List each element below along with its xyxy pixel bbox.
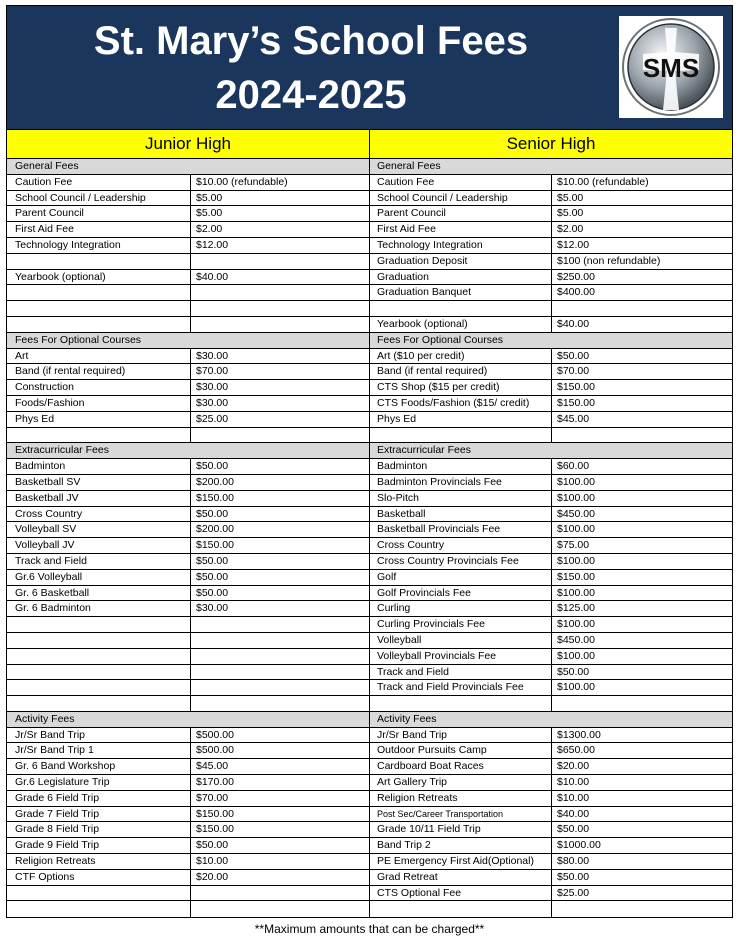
title-banner xyxy=(7,6,732,130)
section-header xyxy=(7,443,369,459)
fee-amount: $25.00 xyxy=(557,886,590,899)
table-row xyxy=(7,459,369,475)
fee-amount: $200.00 xyxy=(196,475,234,488)
fee-amount: $50.00 xyxy=(557,349,590,362)
table-row xyxy=(370,238,732,254)
fee-name: Basketball Provincials Fee xyxy=(370,522,552,537)
table-row xyxy=(7,759,369,775)
fee-name: Volleyball JV xyxy=(7,538,191,553)
section-title: General Fees xyxy=(377,160,441,172)
fee-amount xyxy=(191,301,369,316)
fee-amount: $50.00 xyxy=(196,570,229,583)
table-row xyxy=(370,617,732,633)
table-row xyxy=(7,775,369,791)
table-row xyxy=(370,901,732,917)
fee-name: Band Trip 2 xyxy=(370,838,552,853)
table-row xyxy=(370,254,732,270)
fee-name: Religion Retreats xyxy=(7,854,191,869)
fee-name: Gr. 6 Band Workshop xyxy=(7,759,191,774)
table-row xyxy=(370,396,732,412)
table-row xyxy=(370,412,732,428)
fee-name xyxy=(7,696,191,711)
fee-amount: $50.00 xyxy=(196,839,229,852)
table-row xyxy=(370,522,732,538)
fee-amount xyxy=(552,428,732,443)
sms-logo-icon xyxy=(619,16,723,118)
table-row xyxy=(7,838,369,854)
table-row xyxy=(370,775,732,791)
fee-name: Grade 9 Field Trip xyxy=(7,838,191,853)
fee-amount: $500.00 xyxy=(196,744,234,757)
fee-amount xyxy=(191,633,369,648)
fee-name: Track and Field Provincials Fee xyxy=(370,680,552,695)
fee-name: Religion Retreats xyxy=(370,791,552,806)
svg-text:SMS: SMS xyxy=(642,53,700,83)
fee-amount: $20.00 xyxy=(196,870,229,883)
fee-name xyxy=(7,428,191,443)
fee-amount: $450.00 xyxy=(557,507,595,520)
title-line-1: St. Mary’s School Fees xyxy=(93,19,529,63)
fee-amount: $100.00 xyxy=(557,523,595,536)
fee-name: Basketball JV xyxy=(7,491,191,506)
section-header xyxy=(370,159,732,175)
table-row xyxy=(370,222,732,238)
table-row xyxy=(7,807,369,823)
fee-amount: $70.00 xyxy=(196,791,229,804)
fee-name: Grade 10/11 Field Trip xyxy=(370,822,552,837)
table-row xyxy=(7,586,369,602)
table-row xyxy=(7,743,369,759)
table-row xyxy=(7,617,369,633)
table-row xyxy=(370,554,732,570)
fee-name: CTS Foods/Fashion ($15/ credit) xyxy=(370,396,552,411)
fee-amount: $50.00 xyxy=(557,870,590,883)
table-row xyxy=(7,412,369,428)
fee-name: Yearbook (optional) xyxy=(7,270,191,285)
fee-amount: $150.00 xyxy=(557,396,595,409)
table-row xyxy=(370,680,732,696)
fee-name: Golf xyxy=(370,570,552,585)
table-row xyxy=(7,570,369,586)
fee-name: Post Sec/Career Transportation xyxy=(370,807,552,822)
fee-name: Technology Integration xyxy=(7,238,191,253)
fee-amount: $100.00 xyxy=(557,681,595,694)
section-title: Activity Fees xyxy=(15,712,75,725)
fee-amount: $30.00 xyxy=(196,349,229,362)
fee-name: First Aid Fee xyxy=(7,222,191,237)
table-row xyxy=(370,759,732,775)
section-title: Extracurricular Fees xyxy=(377,444,471,457)
fee-name: CTS Optional Fee xyxy=(370,886,552,901)
table-row xyxy=(370,665,732,681)
table-row xyxy=(370,696,732,712)
table-row xyxy=(7,870,369,886)
fee-amount: $10.00 (refundable) xyxy=(196,175,288,188)
fee-name xyxy=(370,301,552,316)
fee-name: Construction xyxy=(7,380,191,395)
fee-amount: $150.00 xyxy=(557,381,595,394)
fee-name: Volleyball SV xyxy=(7,522,191,537)
fee-name: Grade 7 Field Trip xyxy=(7,807,191,822)
fee-name: Technology Integration xyxy=(370,238,552,253)
fee-name: Basketball xyxy=(370,507,552,522)
table-row xyxy=(370,491,732,507)
fee-amount: $150.00 xyxy=(196,491,234,504)
fee-tables xyxy=(7,159,732,917)
fee-name: Badminton Provincials Fee xyxy=(370,475,552,490)
fee-name xyxy=(370,696,552,711)
fee-name xyxy=(370,901,552,917)
fee-name: Band (if rental required) xyxy=(370,364,552,379)
fee-name: Gr. 6 Badminton xyxy=(7,601,191,616)
table-row xyxy=(370,364,732,380)
fee-amount xyxy=(191,317,369,332)
table-row xyxy=(7,254,369,270)
table-row xyxy=(370,586,732,602)
table-row xyxy=(7,317,369,333)
fee-name: Cardboard Boat Races xyxy=(370,759,552,774)
fee-amount: $100 (non refundable) xyxy=(557,254,661,267)
fee-amount: $10.00 xyxy=(557,791,590,804)
table-row xyxy=(7,206,369,222)
fee-amount xyxy=(191,886,369,901)
fee-name: Caution Fee xyxy=(370,175,552,190)
fee-amount: $12.00 xyxy=(557,238,590,251)
fee-name: Golf Provincials Fee xyxy=(370,586,552,601)
fee-amount: $1300.00 xyxy=(557,728,601,741)
table-row xyxy=(370,317,732,333)
fee-name: Band (if rental required) xyxy=(7,364,191,379)
fee-amount: $650.00 xyxy=(557,744,595,757)
fee-name: Track and Field xyxy=(7,554,191,569)
fee-name xyxy=(7,633,191,648)
fee-name: Gr.6 Legislature Trip xyxy=(7,775,191,790)
table-row xyxy=(370,459,732,475)
fee-amount: $2.00 xyxy=(196,223,223,236)
fee-name: Grade 8 Field Trip xyxy=(7,822,191,837)
fee-amount: $30.00 xyxy=(196,396,229,409)
table-row xyxy=(7,380,369,396)
table-row xyxy=(7,633,369,649)
table-row xyxy=(7,175,369,191)
fee-name: Art Gallery Trip xyxy=(370,775,552,790)
table-row xyxy=(370,838,732,854)
fee-amount: $5.00 xyxy=(557,207,584,220)
section-title: Fees For Optional Courses xyxy=(15,333,142,346)
fee-amount: $250.00 xyxy=(557,270,595,283)
fee-amount: $10.00 xyxy=(557,776,590,789)
table-row xyxy=(370,649,732,665)
table-row xyxy=(7,886,369,902)
fee-name: Art ($10 per credit) xyxy=(370,349,552,364)
table-row xyxy=(7,238,369,254)
fee-name: Badminton xyxy=(370,459,552,474)
fee-amount: $2.00 xyxy=(557,223,584,236)
table-row xyxy=(370,428,732,444)
fee-name: Yearbook (optional) xyxy=(370,317,552,332)
fee-amount: $500.00 xyxy=(196,728,234,741)
fee-name xyxy=(7,886,191,901)
table-row xyxy=(370,191,732,207)
fee-name xyxy=(370,428,552,443)
fee-amount xyxy=(552,696,732,711)
table-row xyxy=(370,270,732,286)
section-title: Extracurricular Fees xyxy=(15,444,109,457)
fee-amount: $20.00 xyxy=(557,760,590,773)
division-headings xyxy=(7,130,732,159)
fee-name xyxy=(7,649,191,664)
fee-amount xyxy=(191,665,369,680)
fee-amount: $70.00 xyxy=(557,365,590,378)
fee-amount: $100.00 xyxy=(557,491,595,504)
fee-name xyxy=(7,901,191,917)
table-row xyxy=(7,507,369,523)
fee-amount: $10.00 xyxy=(196,855,229,868)
fee-amount: $50.00 xyxy=(196,460,229,473)
fee-amount: $150.00 xyxy=(196,823,234,836)
fee-amount xyxy=(191,901,369,917)
table-row xyxy=(7,301,369,317)
table-row xyxy=(7,349,369,365)
table-row xyxy=(370,285,732,301)
table-row xyxy=(7,601,369,617)
fee-amount: $150.00 xyxy=(557,570,595,583)
fee-name: Grade 6 Field Trip xyxy=(7,791,191,806)
fee-amount: $80.00 xyxy=(557,855,590,868)
fee-sheet xyxy=(6,5,733,918)
fee-name: Grad Retreat xyxy=(370,870,552,885)
fee-name: Badminton xyxy=(7,459,191,474)
fee-name: Phys Ed xyxy=(370,412,552,427)
fee-name: Gr.6 Volleyball xyxy=(7,570,191,585)
fee-name: Caution Fee xyxy=(7,175,191,190)
fee-amount: $100.00 xyxy=(557,475,595,488)
footer-note: **Maximum amounts that can be charged** xyxy=(254,922,485,936)
table-row xyxy=(370,538,732,554)
table-row xyxy=(370,601,732,617)
fee-name xyxy=(7,254,191,269)
fee-amount: $40.00 xyxy=(557,317,590,330)
table-row xyxy=(370,854,732,870)
fee-amount: $30.00 xyxy=(196,381,229,394)
fee-amount: $12.00 xyxy=(196,238,229,251)
table-row xyxy=(370,301,732,317)
fee-amount xyxy=(191,649,369,664)
fee-name xyxy=(7,285,191,300)
fee-amount: $50.00 xyxy=(196,554,229,567)
table-row xyxy=(370,349,732,365)
fee-amount xyxy=(191,428,369,443)
table-row xyxy=(370,380,732,396)
table-row xyxy=(7,901,369,917)
fee-amount: $50.00 xyxy=(557,665,590,678)
fee-amount: $50.00 xyxy=(557,823,590,836)
senior-high-heading: Senior High xyxy=(506,134,596,153)
table-row xyxy=(370,822,732,838)
fee-amount: $100.00 xyxy=(557,649,595,662)
table-row xyxy=(370,886,732,902)
title-line-2: 2024-2025 xyxy=(215,73,407,117)
fee-name xyxy=(7,617,191,632)
fee-amount: $150.00 xyxy=(196,539,234,552)
fee-name xyxy=(7,680,191,695)
fee-name: Parent Council xyxy=(7,206,191,221)
fee-name: Cross Country xyxy=(7,507,191,522)
table-row xyxy=(7,538,369,554)
section-header xyxy=(370,443,732,459)
fee-amount: $50.00 xyxy=(196,507,229,520)
fee-amount: $200.00 xyxy=(196,523,234,536)
fee-amount: $125.00 xyxy=(557,602,595,615)
fee-amount xyxy=(552,301,732,316)
section-header xyxy=(7,159,369,175)
fee-name: Gr. 6 Basketball xyxy=(7,586,191,601)
section-title: Activity Fees xyxy=(377,712,437,725)
table-row xyxy=(7,491,369,507)
table-row xyxy=(7,665,369,681)
fee-amount xyxy=(191,617,369,632)
section-header xyxy=(370,712,732,728)
section-header xyxy=(370,333,732,349)
fee-amount: $100.00 xyxy=(557,554,595,567)
section-title: General Fees xyxy=(15,160,79,172)
table-row xyxy=(7,680,369,696)
junior-high-table xyxy=(7,159,370,917)
fee-amount xyxy=(191,680,369,695)
fee-name: Jr/Sr Band Trip xyxy=(370,728,552,743)
fee-amount: $45.00 xyxy=(557,412,590,425)
fee-amount: $10.00 (refundable) xyxy=(557,175,649,188)
table-row xyxy=(370,175,732,191)
table-row xyxy=(7,475,369,491)
section-header xyxy=(7,712,369,728)
table-row xyxy=(370,570,732,586)
fee-amount: $50.00 xyxy=(196,586,229,599)
table-row xyxy=(7,728,369,744)
fee-name xyxy=(7,317,191,332)
fee-name: Graduation Deposit xyxy=(370,254,552,269)
fee-amount: $400.00 xyxy=(557,286,595,299)
fee-amount: $170.00 xyxy=(196,776,234,789)
fee-amount: $70.00 xyxy=(196,365,229,378)
fee-name: School Council / Leadership xyxy=(7,191,191,206)
table-row xyxy=(7,649,369,665)
table-row xyxy=(7,191,369,207)
senior-high-table xyxy=(370,159,732,917)
fee-name: School Council / Leadership xyxy=(370,191,552,206)
table-row xyxy=(7,854,369,870)
fee-name: CTS Shop ($15 per credit) xyxy=(370,380,552,395)
table-row xyxy=(370,507,732,523)
fee-name: Volleyball Provincials Fee xyxy=(370,649,552,664)
fee-amount xyxy=(191,696,369,711)
fee-amount: $45.00 xyxy=(196,760,229,773)
fee-amount: $100.00 xyxy=(557,618,595,631)
fee-name: Curling Provincials Fee xyxy=(370,617,552,632)
fee-amount: $5.00 xyxy=(557,191,584,204)
fee-name: Cross Country Provincials Fee xyxy=(370,554,552,569)
table-row xyxy=(7,222,369,238)
fee-name: PE Emergency First Aid(Optional) xyxy=(370,854,552,869)
fee-name: Cross Country xyxy=(370,538,552,553)
fee-name: Foods/Fashion xyxy=(7,396,191,411)
fee-name: Parent Council xyxy=(370,206,552,221)
fee-name: Jr/Sr Band Trip xyxy=(7,728,191,743)
table-row xyxy=(7,791,369,807)
fee-amount xyxy=(552,901,732,917)
fee-name: Graduation Banquet xyxy=(370,285,552,300)
fee-name: First Aid Fee xyxy=(370,222,552,237)
fee-name: CTF Options xyxy=(7,870,191,885)
table-row xyxy=(370,870,732,886)
table-row xyxy=(7,822,369,838)
fee-amount: $40.00 xyxy=(196,270,229,283)
fee-amount: $25.00 xyxy=(196,412,229,425)
fee-amount: $1000.00 xyxy=(557,839,601,852)
fee-amount: $40.00 xyxy=(557,807,590,820)
fee-amount: $75.00 xyxy=(557,539,590,552)
table-row xyxy=(370,475,732,491)
fee-name: Jr/Sr Band Trip 1 xyxy=(7,743,191,758)
fee-name: Outdoor Pursuits Camp xyxy=(370,743,552,758)
school-logo xyxy=(619,16,723,118)
fee-amount: $60.00 xyxy=(557,460,590,473)
table-row xyxy=(7,270,369,286)
table-row xyxy=(370,743,732,759)
fee-name: Volleyball xyxy=(370,633,552,648)
fee-name: Curling xyxy=(370,601,552,616)
fee-amount: $5.00 xyxy=(196,207,223,220)
fee-name: Slo-Pitch xyxy=(370,491,552,506)
table-row xyxy=(370,728,732,744)
fee-name: Phys Ed xyxy=(7,412,191,427)
junior-high-heading: Junior High xyxy=(7,130,370,158)
fee-amount: $150.00 xyxy=(196,807,234,820)
section-header xyxy=(7,333,369,349)
fee-name: Basketball SV xyxy=(7,475,191,490)
table-row xyxy=(7,554,369,570)
fee-amount: $5.00 xyxy=(196,191,223,204)
fee-name xyxy=(7,301,191,316)
fee-amount: $30.00 xyxy=(196,602,229,615)
table-row xyxy=(370,633,732,649)
fee-name: Art xyxy=(7,349,191,364)
fee-name xyxy=(7,665,191,680)
table-row xyxy=(370,807,732,823)
table-row xyxy=(370,791,732,807)
table-row xyxy=(7,428,369,444)
table-row xyxy=(7,364,369,380)
table-row xyxy=(7,696,369,712)
fee-amount: $450.00 xyxy=(557,633,595,646)
table-row xyxy=(370,206,732,222)
table-row xyxy=(7,396,369,412)
table-row xyxy=(7,285,369,301)
fee-amount xyxy=(191,285,369,300)
page-title xyxy=(7,14,615,122)
section-title: Fees For Optional Courses xyxy=(377,333,504,346)
table-row xyxy=(7,522,369,538)
fee-name: Track and Field xyxy=(370,665,552,680)
fee-name: Graduation xyxy=(370,270,552,285)
fee-amount xyxy=(191,254,369,269)
fee-amount: $100.00 xyxy=(557,586,595,599)
